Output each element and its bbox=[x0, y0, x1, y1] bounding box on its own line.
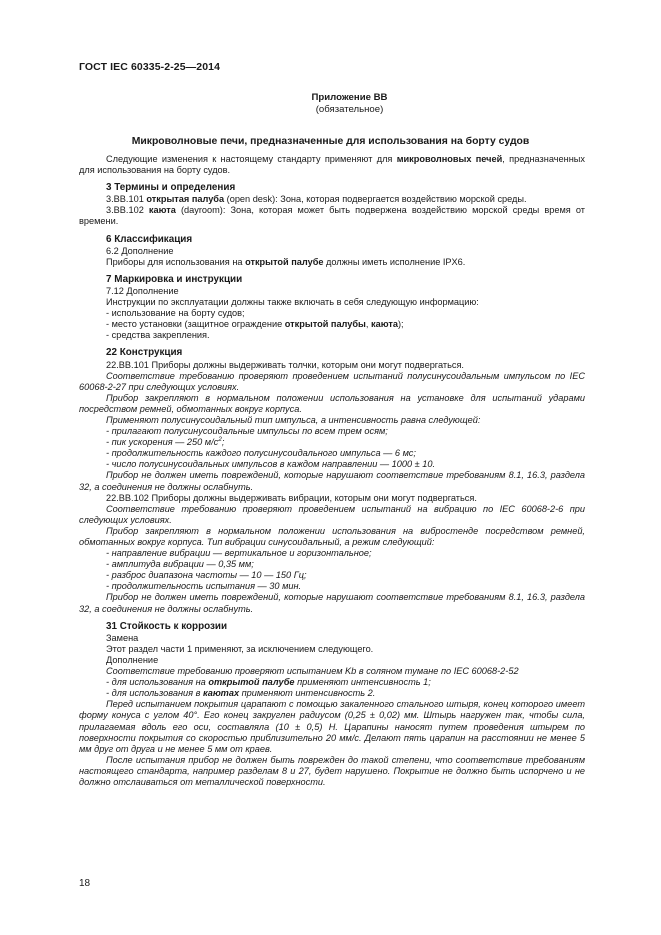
term: открытой палубы bbox=[284, 319, 366, 330]
list-item: - продолжительность испытания — 30 мин. bbox=[106, 581, 302, 592]
term: каютах bbox=[202, 688, 240, 699]
standard-header: ГОСТ IEC 60335-2-25—2014 bbox=[79, 61, 221, 73]
term-name: открытая палуба bbox=[146, 194, 225, 205]
text: ); bbox=[397, 319, 404, 330]
page-number: 18 bbox=[79, 878, 91, 889]
term-3-bb-102 bbox=[79, 205, 585, 227]
clause-note: Этот раздел части 1 применяют, за исключением следующего. bbox=[106, 643, 374, 654]
list-item: - направление вибрации — вертикальное и горизонтальное; bbox=[106, 548, 372, 559]
intro-text: Следующие изменения к настоящему стандарту применяют для bbox=[106, 154, 397, 164]
term-3-bb-101 bbox=[79, 194, 585, 205]
document-title: Микроволновые печи, предназначенные для использования на борту судов bbox=[131, 136, 530, 147]
test-paragraph: Прибор не должен иметь повреждений, которые нарушают соответствие требованиям 8.1, 16.3, раздела 32, а соединения не должны ослабнуть. bbox=[79, 592, 585, 614]
test-paragraph: Соответствие требованию проверяют испытанием Kb в соляном тумане по IEC 60068-2-52 bbox=[106, 666, 519, 677]
clause-note: Дополнение bbox=[106, 654, 159, 665]
list-item bbox=[79, 319, 585, 330]
list-item: - прилагают полусинусоидальные импульсы по всем трем осям; bbox=[106, 426, 388, 437]
section-7-heading: 7 Маркировка и инструкции bbox=[106, 273, 243, 285]
section-31-heading: 31 Стойкость к коррозии bbox=[106, 620, 228, 632]
term-number: 3.ВВ.101 bbox=[106, 194, 147, 205]
term: каюта bbox=[371, 319, 398, 330]
test-paragraph: Прибор закрепляют в нормальном положении использования на установке для испытаний ударами посредством ремней, обмотанных вокруг корпуса. bbox=[79, 392, 585, 414]
term-number: 3.ВВ.102 bbox=[106, 205, 149, 216]
section-6-heading: 6 Классификация bbox=[106, 233, 193, 245]
list-item bbox=[79, 688, 585, 699]
term-name: каюта bbox=[148, 205, 176, 216]
section-3-heading: 3 Термины и определения bbox=[106, 182, 236, 194]
list-item bbox=[79, 677, 585, 688]
clause-7-12: 7.12 Дополнение bbox=[106, 285, 179, 296]
document-body bbox=[79, 154, 585, 788]
list-item: - амплитуда вибрации — 0,35 мм; bbox=[106, 559, 254, 570]
intro-term: микроволновых печей bbox=[396, 154, 503, 164]
term-definition: (dayroom): Зона, которая может быть подвержена воздействию морской среды время от времени. bbox=[79, 205, 586, 227]
text: Приборы для использования на bbox=[106, 256, 246, 267]
list-item: - использование на борту судов; bbox=[106, 308, 245, 319]
list-item: - число полусинусоидальных импульсов в каждом направлении — 1000 ± 10. bbox=[106, 459, 435, 470]
annex-title: Приложение ВВ bbox=[311, 92, 388, 103]
intro-paragraph bbox=[79, 154, 585, 176]
clause-7-12-text: Инструкции по эксплуатации должны также включать в себя следующую информацию: bbox=[106, 297, 479, 308]
text: применяют интенсивность 2. bbox=[239, 688, 376, 699]
test-paragraph: Перед испытанием покрытия царапают с помощью закаленного стального штыря, конец которого имеет форму конуса с углом 40°. Его конец закруглен радиусом (0,25 ± 0,02) мм. Штырь нагружен так, чтобы сила, прилагаемая вдоль его оси, составляла (10 ± 0,5) Н. Царапины наносят путем проведения штырем по поверхности покрытия со скоростью приблизительно 20 мм/с. Делают пять царапин на расстоянии не менее 5 мм друг от друга и не менее 5 мм от краев. bbox=[79, 699, 585, 754]
term: открытой палубе bbox=[245, 256, 324, 267]
text: должны иметь исполнение IPX6. bbox=[323, 256, 466, 267]
intro-text-end: , предназначенных для использования на борту судов. bbox=[79, 154, 585, 176]
section-22-heading: 22 Конструкция bbox=[106, 347, 183, 359]
list-item: - продолжительность каждого полусинусоидального импульса — 6 мс; bbox=[106, 448, 416, 459]
text: - пик ускорения — 250 м/с bbox=[106, 437, 219, 448]
text: , bbox=[365, 319, 372, 330]
clause-note: Замена bbox=[106, 632, 139, 643]
clause-6-2-text bbox=[79, 257, 585, 268]
test-paragraph: Применяют полусинусоидальный тип импульса, а интенсивность равна следующей: bbox=[106, 414, 481, 425]
text: применяют интенсивность 1; bbox=[294, 677, 431, 688]
text: ; bbox=[221, 437, 225, 448]
superscript: 2 bbox=[218, 436, 222, 444]
clause-6-2: 6.2 Дополнение bbox=[106, 245, 174, 256]
list-item bbox=[79, 437, 585, 448]
text: - для использования на bbox=[106, 677, 209, 688]
test-paragraph: Прибор не должен иметь повреждений, которые нарушают соответствие требованиям 8.1, 16.3, раздела 32, а соединения не должны ослабнуть. bbox=[79, 470, 585, 492]
test-paragraph: Прибор закрепляют в нормальном положении использования на вибростенде посредством ремней, обмотанных вокруг корпуса. Тип вибрации синусоидальный, а режим следующий: bbox=[79, 525, 585, 547]
list-item: - разброс диапазона частоты — 10 — 150 Гц; bbox=[106, 570, 307, 581]
term-definition: (open desk): Зона, которая подвергается воздействию морской среды. bbox=[224, 194, 527, 205]
clause-22-bb-101: 22.ВВ.101 Приборы должны выдерживать толчки, которым они могут подвергаться. bbox=[106, 359, 464, 370]
annex-status: (обязательное) bbox=[315, 104, 384, 115]
term: открытой палубе bbox=[208, 677, 295, 688]
text: - для использования в bbox=[106, 688, 203, 699]
list-item: - средства закрепления. bbox=[106, 330, 210, 341]
test-paragraph: Соответствие требованию проверяют проведением испытаний полусинусоидальным импульсом по IEC 60068-2-27 при следующих условиях. bbox=[79, 370, 585, 392]
text: - место установки (защитное ограждение bbox=[106, 319, 285, 330]
test-paragraph: После испытания прибор не должен быть поврежден до такой степени, что соответствие требованиям настоящего стандарта, например разделам 8 и 27, будет нарушено. Покрытие не должно быть испорчено и не должно отслаиваться от металлической поверхности. bbox=[79, 754, 585, 787]
test-paragraph: Соответствие требованию проверяют проведением испытаний на вибрацию по IEC 60068-2-6 при следующих условиях. bbox=[79, 503, 585, 525]
clause-22-bb-102: 22.ВВ.102 Приборы должны выдерживать вибрации, которым они могут подвергаться. bbox=[106, 492, 477, 503]
